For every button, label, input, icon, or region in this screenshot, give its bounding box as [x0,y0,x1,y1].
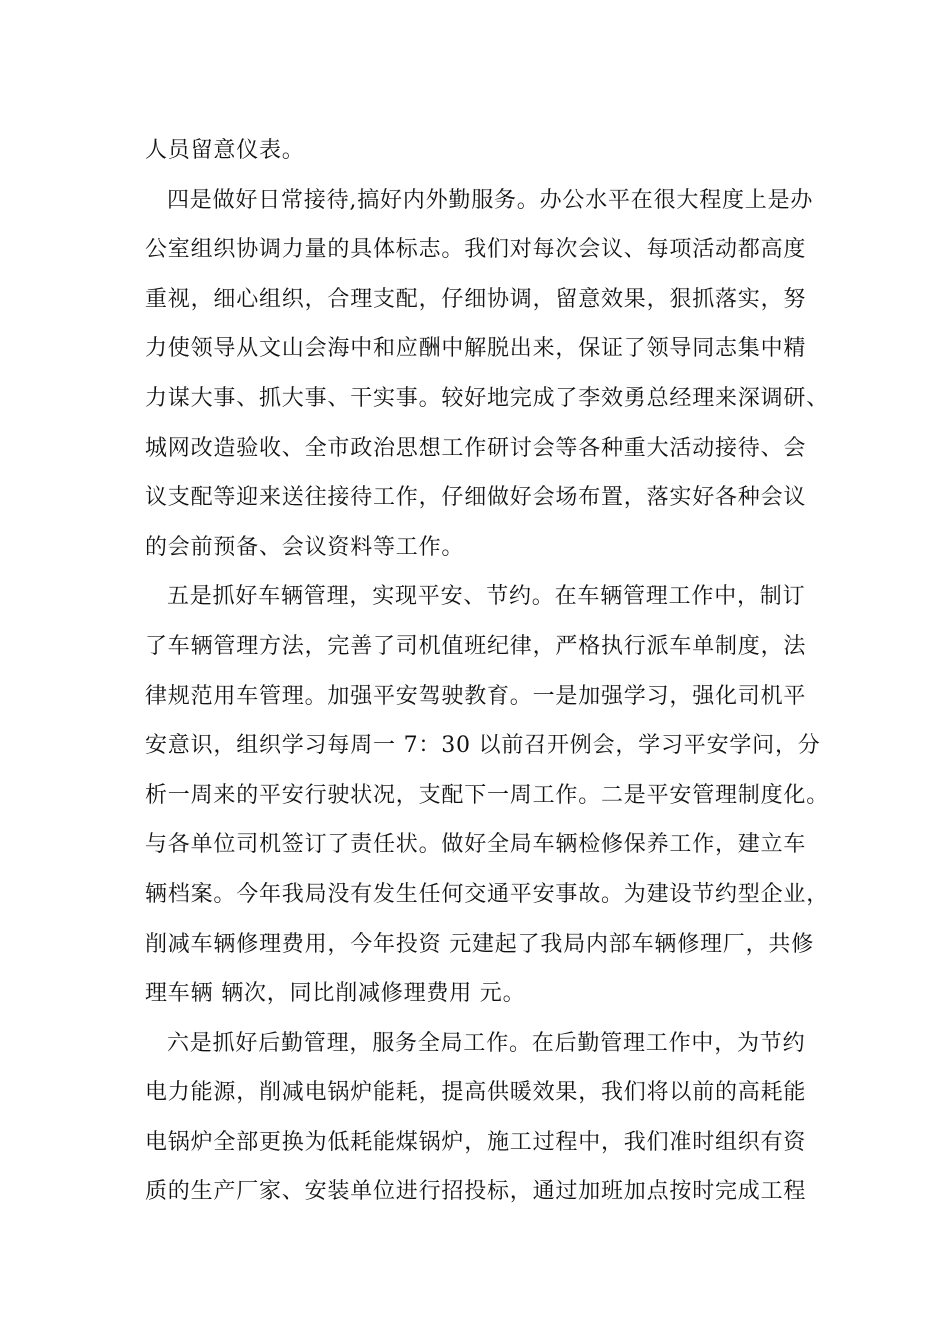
text-line: 重视，细心组织，合理支配，仔细协调，留意效果，狠抓落实，努 [145,286,807,312]
text-line: 安意识，组织学习每周一 7：30 以前召开例会，学习平安学问，分 [145,733,821,759]
text-line: 削减车辆修理费用，今年投资 元建起了我局内部车辆修理厂，共修 [145,931,814,957]
body-text [145,126,835,1217]
text-line: 五是抓好车辆管理，实现平安、节约。在车辆管理工作中，制订 [167,584,806,610]
text-line: 辆档案。今年我局没有发生任何交通平安事故。为建设节约型企业， [145,881,830,907]
text-line: 了车辆管理方法，完善了司机值班纪律，严格执行派车单制度，法 [145,633,807,659]
text-line: 电力能源，削减电锅炉能耗，提高供暖效果，我们将以前的高耗能 [145,1080,807,1106]
text-line: 电锅炉全部更换为低耗能煤锅炉，施工过程中，我们准时组织有资 [145,1129,807,1155]
text-line: 析一周来的平安行驶状况，支配下一周工作。二是平安管理制度化。 [145,782,830,808]
text-line: 六是抓好后勤管理，服务全局工作。在后勤管理工作中，为节约 [167,1030,806,1056]
text-line: 力使领导从文山会海中和应酬中解脱出来，保证了领导同志集中精 [145,336,807,362]
text-line: 人员留意仪表。 [145,138,305,163]
text-line: 城网改造验收、全市政治思想工作研讨会等各种重大活动接待、会 [145,435,807,461]
text-line: 四是做好日常接待,搞好内外勤服务。办公水平在很大程度上是办 [167,187,814,213]
text-line: 的会前预备、会议资料等工作。 [145,534,465,560]
text-line: 与各单位司机签订了责任状。做好全局车辆检修保养工作，建立车 [145,832,807,858]
text-line: 律规范用车管理。加强平安驾驶教育。一是加强学习，强化司机平 [145,683,807,709]
text-line: 质的生产厂家、安装单位进行招投标，通过加班加点按时完成工程 [145,1179,807,1205]
text-line: 公室组织协调力量的具体标志。我们对每次会议、每项活动都高度 [145,237,807,263]
text-line: 力谋大事、抓大事、干实事。较好地完成了李效勇总经理来深调研、 [145,385,830,411]
text-line: 理车辆 辆次，同比削减修理费用 元。 [145,981,526,1007]
text-line: 议支配等迎来送往接待工作，仔细做好会场布置，落实好各种会议 [145,485,807,511]
